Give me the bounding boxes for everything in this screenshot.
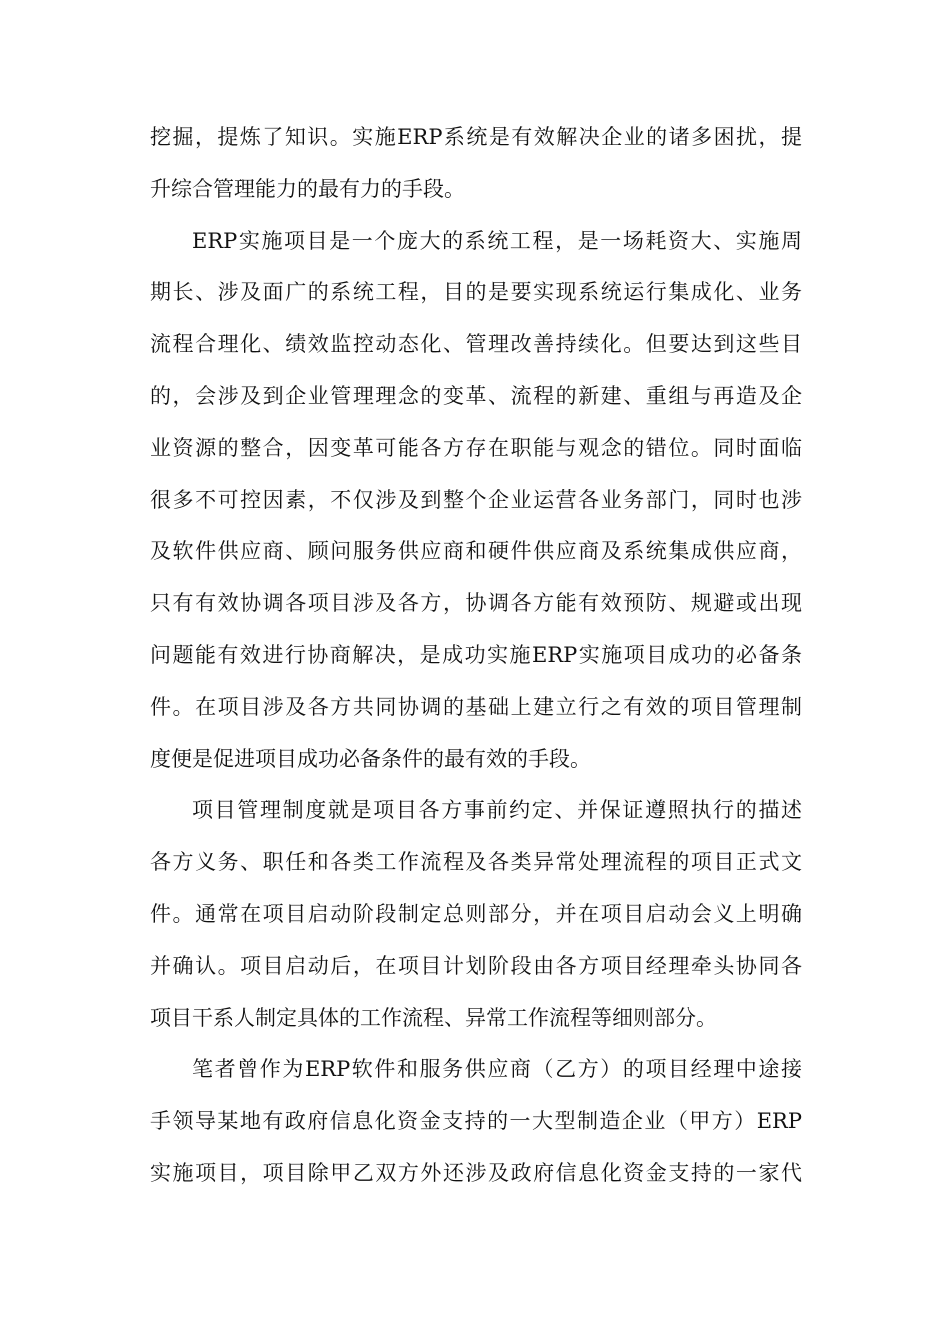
text-line: 各方义务、职任和各类工作流程及各类异常处理流程的项目正式文 [150, 850, 802, 875]
text-line: 很多不可控因素，不仅涉及到整个企业运营各业务部门，同时也涉 [150, 487, 802, 512]
text-line: 只有有效协调各项目涉及各方，协调各方能有效预防、规避或出现 [150, 591, 802, 616]
text-line: 度便是促进项目成功必备条件的最有效的手段。 [150, 746, 591, 771]
document-body [150, 112, 802, 1200]
text-line: 业资源的整合，因变革可能各方存在职能与观念的错位。同时面临 [150, 435, 802, 460]
text-line: 项目管理制度就是项目各方事前约定、并保证遵照执行的描述 [192, 798, 802, 823]
text-line: ERP实施项目是一个庞大的系统工程，是一场耗资大、实施周 [192, 228, 802, 253]
text-line: 的，会涉及到企业管理理念的变革、流程的新建、重组与再造及企 [150, 383, 802, 408]
text-line: 笔者曾作为ERP软件和服务供应商（乙方）的项目经理中途接 [192, 1057, 802, 1082]
text-line: 及软件供应商、顾问服务供应商和硬件供应商及系统集成供应商， [150, 539, 802, 564]
text-line: 手领导某地有政府信息化资金支持的一大型制造企业（甲方）ERP [150, 1109, 802, 1134]
text-line: 件。通常在项目启动阶段制定总则部分，并在项目启动会义上明确 [150, 901, 802, 926]
text-line: 问题能有效进行协商解决，是成功实施ERP实施项目成功的必备条 [150, 642, 802, 667]
text-line: 并确认。项目启动后，在项目计划阶段由各方项目经理牵头协同各 [150, 953, 802, 978]
text-line: 挖掘，提炼了知识。实施ERP系统是有效解决企业的诸多困扰，提 [150, 125, 802, 149]
text-line: 升综合管理能力的最有力的手段。 [150, 176, 465, 201]
text-line: 项目干系人制定具体的工作流程、异常工作流程等细则部分。 [150, 1005, 717, 1030]
text-line: 流程合理化、绩效监控动态化、管理改善持续化。但要达到这些目 [150, 332, 802, 357]
text-line: 实施项目，项目除甲乙双方外还涉及政府信息化资金支持的一家代 [150, 1160, 802, 1185]
text-line: 期长、涉及面广的系统工程，目的是要实现系统运行集成化、业务 [150, 280, 802, 305]
text-line: 件。在项目涉及各方共同协调的基础上建立行之有效的项目管理制 [150, 694, 802, 719]
